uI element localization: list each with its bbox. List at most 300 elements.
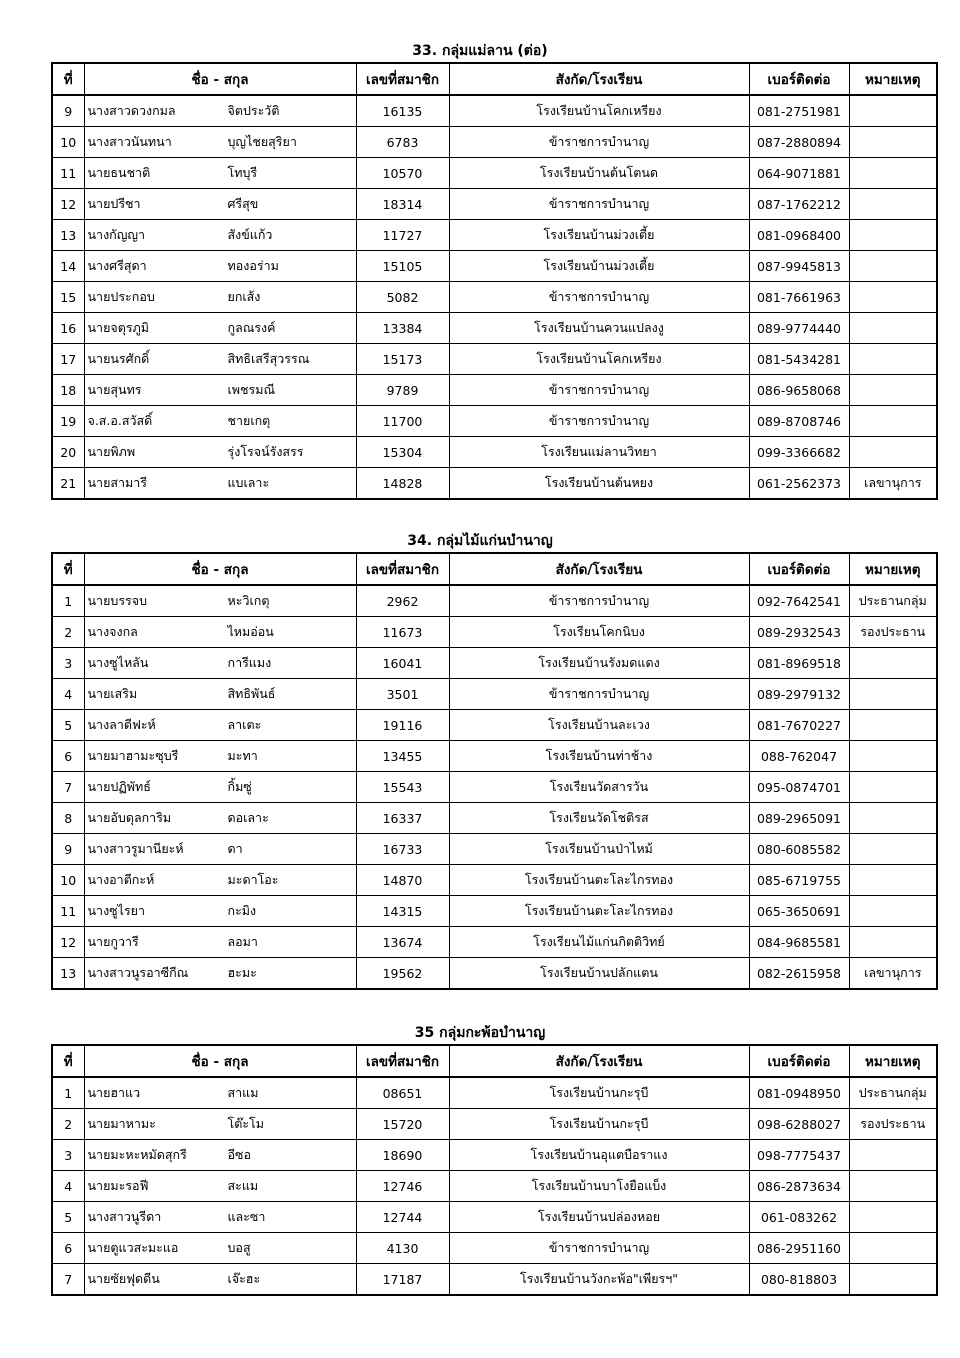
member-number: 2962: [356, 585, 449, 617]
header-phone: เบอร์ติดต่อ: [749, 553, 849, 585]
member-number: 13674: [356, 927, 449, 958]
first-name: นายอับดุลการิม: [87, 810, 172, 825]
member-number: 15304: [356, 437, 449, 468]
table-row: [52, 1140, 937, 1171]
affiliation: โรงเรียนบ้านตะโละไกรทอง: [449, 896, 749, 927]
phone-number: 081-0948950: [749, 1077, 849, 1109]
last-name: ฮะมะ: [227, 965, 257, 980]
last-name: แบเลาะ: [227, 475, 270, 490]
member-name: [84, 189, 356, 220]
affiliation: โรงเรียนวัดโชติรส: [449, 803, 749, 834]
member-number: 16135: [356, 95, 449, 127]
member-name: [84, 158, 356, 189]
member-number: 11700: [356, 406, 449, 437]
first-name: นางศรีสุดา: [87, 258, 147, 273]
header-no: ที่: [52, 553, 84, 585]
note: [849, 127, 937, 158]
note: รองประธาน: [849, 617, 937, 648]
phone-number: 081-7661963: [749, 282, 849, 313]
note: [849, 375, 937, 406]
affiliation: โรงเรียนบ้านป่าไหม้: [449, 834, 749, 865]
phone-number: 086-2873634: [749, 1171, 849, 1202]
row-number: 4: [52, 679, 84, 710]
note: [849, 648, 937, 679]
first-name: นางลาตีฟะห์: [87, 717, 156, 732]
last-name: ชายเกตุ: [227, 413, 271, 428]
member-name: [84, 585, 356, 617]
affiliation: โรงเรียนบ้านม่วงเตี้ย: [449, 251, 749, 282]
phone-number: 092-7642541: [749, 585, 849, 617]
note: [849, 95, 937, 127]
table-row: [52, 772, 937, 803]
member-name: [84, 1264, 356, 1296]
table-row: [52, 865, 937, 896]
row-number: 20: [52, 437, 84, 468]
member-name: [84, 617, 356, 648]
last-name: รุ่งโรจน์รังสรร: [227, 444, 304, 459]
last-name: ศรีสุข: [227, 196, 259, 211]
first-name: นายจตุรภูมิ: [87, 320, 150, 335]
member-name: [84, 344, 356, 375]
row-number: 12: [52, 927, 84, 958]
last-name: กะมิง: [227, 903, 257, 918]
phone-number: 061-083262: [749, 1202, 849, 1233]
header-member-no: เลขที่สมาชิก: [356, 1045, 449, 1077]
member-number: 11673: [356, 617, 449, 648]
row-number: 1: [52, 1077, 84, 1109]
table-row: [52, 95, 937, 127]
phone-number: 087-2880894: [749, 127, 849, 158]
header-member-no: เลขที่สมาชิก: [356, 63, 449, 95]
member-name: [84, 1077, 356, 1109]
row-number: 1: [52, 585, 84, 617]
phone-number: 081-5434281: [749, 344, 849, 375]
last-name: จิตประวัติ: [227, 103, 280, 118]
note: [849, 437, 937, 468]
table-row: [52, 617, 937, 648]
affiliation: โรงเรียนบ้านบาโงยือแบ็ง: [449, 1171, 749, 1202]
first-name: นางกัญญา: [87, 227, 146, 242]
last-name: และซา: [227, 1209, 266, 1224]
member-name: [84, 958, 356, 990]
first-name: นายมะหะหมัดสุกรี: [87, 1147, 187, 1162]
last-name: สิทธิเสรีสุวรรณ: [227, 351, 310, 366]
member-number: 10570: [356, 158, 449, 189]
row-number: 15: [52, 282, 84, 313]
table-row: [52, 585, 937, 617]
member-number: 19562: [356, 958, 449, 990]
note: [849, 710, 937, 741]
member-number: 14828: [356, 468, 449, 500]
phone-number: 081-8969518: [749, 648, 849, 679]
note: [849, 220, 937, 251]
row-number: 13: [52, 220, 84, 251]
member-table: [51, 62, 938, 500]
phone-number: 089-8708746: [749, 406, 849, 437]
first-name: นางสาวดวงกมล: [87, 103, 176, 118]
last-name: มะดาโอะ: [227, 872, 279, 887]
row-number: 6: [52, 741, 84, 772]
first-name: นายมะรอฟี: [87, 1178, 149, 1193]
table-row: [52, 958, 937, 990]
last-name: บุญไชยสุริยา: [227, 134, 297, 149]
last-name: โทบุรี: [227, 165, 258, 180]
affiliation: โรงเรียนไม้แก่นกิตติวิทย์: [449, 927, 749, 958]
member-name: [84, 803, 356, 834]
header-affiliation: สังกัด/โรงเรียน: [449, 1045, 749, 1077]
member-number: 15173: [356, 344, 449, 375]
member-number: 12744: [356, 1202, 449, 1233]
table-row: [52, 803, 937, 834]
member-number: 6783: [356, 127, 449, 158]
affiliation: โรงเรียนบ้านปล่องหอย: [449, 1202, 749, 1233]
first-name: นางสาวนูรีดา: [87, 1209, 162, 1224]
member-table: [51, 1044, 938, 1296]
first-name: นายพิภพ: [87, 444, 136, 459]
table-header-row: [52, 63, 937, 95]
header-no: ที่: [52, 63, 84, 95]
member-number: 4130: [356, 1233, 449, 1264]
affiliation: ข้าราชการบำนาญ: [449, 679, 749, 710]
note: เลขานุการ: [849, 468, 937, 500]
phone-number: 084-9685581: [749, 927, 849, 958]
row-number: 5: [52, 1202, 84, 1233]
note: [849, 865, 937, 896]
phone-number: 061-2562373: [749, 468, 849, 500]
note: [849, 189, 937, 220]
phone-number: 086-2951160: [749, 1233, 849, 1264]
row-number: 7: [52, 772, 84, 803]
affiliation: โรงเรียนบ้านโคกเหรียง: [449, 344, 749, 375]
first-name: นางสาวนันทนา: [87, 134, 172, 149]
table-row: [52, 834, 937, 865]
first-name: นางซูไหลัน: [87, 655, 149, 670]
row-number: 12: [52, 189, 84, 220]
phone-number: 085-6719755: [749, 865, 849, 896]
affiliation: โรงเรียนบ้านตะโละไกรทอง: [449, 865, 749, 896]
member-number: 13384: [356, 313, 449, 344]
phone-number: 082-2615958: [749, 958, 849, 990]
row-number: 14: [52, 251, 84, 282]
phone-number: 081-7670227: [749, 710, 849, 741]
last-name: สะแม: [227, 1178, 259, 1193]
note: [849, 251, 937, 282]
header-note: หมายเหตุ: [849, 1045, 937, 1077]
member-number: 18690: [356, 1140, 449, 1171]
member-name: [84, 251, 356, 282]
affiliation: โรงเรียนบ้านท่าช้าง: [449, 741, 749, 772]
member-name: [84, 927, 356, 958]
member-name: [84, 710, 356, 741]
affiliation: โรงเรียนบ้านต้นโตนด: [449, 158, 749, 189]
affiliation: โรงเรียนบ้านกะรุบี: [449, 1077, 749, 1109]
table-row: [52, 1109, 937, 1140]
member-name: [84, 375, 356, 406]
member-name: [84, 127, 356, 158]
note: [849, 158, 937, 189]
first-name: นายซัยฟุดดีน: [87, 1271, 160, 1286]
member-name: [84, 1109, 356, 1140]
table-row: [52, 648, 937, 679]
last-name: ยกเส้ง: [227, 289, 261, 304]
member-number: 19116: [356, 710, 449, 741]
last-name: สาแม: [227, 1085, 259, 1100]
note: [849, 313, 937, 344]
header-affiliation: สังกัด/โรงเรียน: [449, 63, 749, 95]
member-number: 16733: [356, 834, 449, 865]
affiliation: โรงเรียนบ้านปลักแตน: [449, 958, 749, 990]
member-number: 12746: [356, 1171, 449, 1202]
last-name: ลาเตะ: [227, 717, 262, 732]
row-number: 3: [52, 648, 84, 679]
last-name: สิทธิพันธ์: [227, 686, 276, 701]
member-name: [84, 406, 356, 437]
last-name: กิ้มซู่: [227, 779, 252, 794]
member-name: [84, 282, 356, 313]
member-number: 15105: [356, 251, 449, 282]
phone-number: 088-762047: [749, 741, 849, 772]
affiliation: โรงเรียนแม่ลานวิทยา: [449, 437, 749, 468]
note: [849, 896, 937, 927]
note: ประธานกลุ่ม: [849, 1077, 937, 1109]
row-number: 9: [52, 834, 84, 865]
affiliation: ข้าราชการบำนาญ: [449, 1233, 749, 1264]
member-number: 17187: [356, 1264, 449, 1296]
table-row: [52, 468, 937, 500]
note: [849, 1171, 937, 1202]
first-name: นายมาฮามะซุบรี: [87, 748, 179, 763]
member-name: [84, 437, 356, 468]
table-row: [52, 313, 937, 344]
last-name: ลอมา: [227, 934, 258, 949]
row-number: 19: [52, 406, 84, 437]
first-name: นางสาวรูมานียะห์: [87, 841, 184, 856]
header-no: ที่: [52, 1045, 84, 1077]
section-title: 33. กลุ่มแม่ลาน (ต่อ): [412, 43, 548, 59]
section-title: 34. กลุ่มไม้แก่นบำนาญ: [407, 533, 553, 549]
note: เลขานุการ: [849, 958, 937, 990]
table-row: [52, 282, 937, 313]
note: [849, 1202, 937, 1233]
note: [849, 927, 937, 958]
table-row: [52, 741, 937, 772]
phone-number: 099-3366682: [749, 437, 849, 468]
table-row: [52, 189, 937, 220]
header-member-no: เลขที่สมาชิก: [356, 553, 449, 585]
note: [849, 1264, 937, 1296]
table-row: [52, 1202, 937, 1233]
note: [849, 834, 937, 865]
table-header-row: [52, 553, 937, 585]
header-note: หมายเหตุ: [849, 63, 937, 95]
row-number: 4: [52, 1171, 84, 1202]
header-affiliation: สังกัด/โรงเรียน: [449, 553, 749, 585]
member-name: [84, 313, 356, 344]
row-number: 2: [52, 617, 84, 648]
member-name: [84, 468, 356, 500]
row-number: 21: [52, 468, 84, 500]
member-number: 14870: [356, 865, 449, 896]
phone-number: 098-7775437: [749, 1140, 849, 1171]
header-name: ชื่อ - สกุล: [84, 1045, 356, 1077]
member-number: 13455: [356, 741, 449, 772]
row-number: 11: [52, 896, 84, 927]
affiliation: โรงเรียนวัดสารวัน: [449, 772, 749, 803]
note: [849, 741, 937, 772]
first-name: นายตูแวสะมะแอ: [87, 1240, 179, 1255]
first-name: นายสามารี: [87, 475, 148, 490]
phone-number: 086-9658068: [749, 375, 849, 406]
phone-number: 098-6288027: [749, 1109, 849, 1140]
row-number: 11: [52, 158, 84, 189]
member-number: 16337: [356, 803, 449, 834]
table-header-row: [52, 1045, 937, 1077]
last-name: สังข์แก้ว: [227, 227, 273, 242]
first-name: นายสุนทร: [87, 382, 142, 397]
last-name: โต๊ะโม: [227, 1116, 264, 1131]
table-row: [52, 1264, 937, 1296]
note: [849, 679, 937, 710]
last-name: บอสู: [227, 1240, 251, 1255]
note: รองประธาน: [849, 1109, 937, 1140]
note: [849, 1233, 937, 1264]
table-row: [52, 896, 937, 927]
table-row: [52, 158, 937, 189]
first-name: นางจงกล: [87, 624, 138, 639]
table-row: [52, 1077, 937, 1109]
last-name: ไหมอ่อน: [227, 624, 274, 639]
table-row: [52, 710, 937, 741]
member-name: [84, 679, 356, 710]
table-row: [52, 220, 937, 251]
header-note: หมายเหตุ: [849, 553, 937, 585]
row-number: 5: [52, 710, 84, 741]
row-number: 16: [52, 313, 84, 344]
member-name: [84, 1171, 356, 1202]
member-number: 9789: [356, 375, 449, 406]
note: [849, 1140, 937, 1171]
phone-number: 095-0874701: [749, 772, 849, 803]
last-name: เจ๊ะฮะ: [227, 1271, 261, 1286]
member-name: [84, 865, 356, 896]
member-name: [84, 741, 356, 772]
row-number: 9: [52, 95, 84, 127]
row-number: 8: [52, 803, 84, 834]
row-number: 13: [52, 958, 84, 990]
first-name: นายปฏิพัทธ์: [87, 779, 151, 794]
note: ประธานกลุ่ม: [849, 585, 937, 617]
member-number: 14315: [356, 896, 449, 927]
member-name: [84, 834, 356, 865]
first-name: นางซูไรยา: [87, 903, 145, 918]
affiliation: โรงเรียนบ้านอุแตบือราแง: [449, 1140, 749, 1171]
phone-number: 064-9071881: [749, 158, 849, 189]
header-phone: เบอร์ติดต่อ: [749, 63, 849, 95]
member-name: [84, 1233, 356, 1264]
row-number: 10: [52, 127, 84, 158]
last-name: หะวิเกตุ: [227, 593, 270, 608]
member-number: 18314: [356, 189, 449, 220]
member-name: [84, 648, 356, 679]
row-number: 6: [52, 1233, 84, 1264]
row-number: 17: [52, 344, 84, 375]
table-row: [52, 406, 937, 437]
last-name: ดอเลาะ: [227, 810, 269, 825]
note: [849, 282, 937, 313]
affiliation: โรงเรียนบ้านม่วงเตี้ย: [449, 220, 749, 251]
member-name: [84, 1140, 356, 1171]
phone-number: 087-9945813: [749, 251, 849, 282]
first-name: จ.ส.อ.สวัสดิ์: [87, 413, 153, 428]
member-number: 15720: [356, 1109, 449, 1140]
table-row: [52, 344, 937, 375]
first-name: นายกูวารี: [87, 934, 139, 949]
note: [849, 772, 937, 803]
first-name: นายประกอบ: [87, 289, 155, 304]
affiliation: โรงเรียนบ้านรังมดแดง: [449, 648, 749, 679]
member-number: 16041: [356, 648, 449, 679]
note: [849, 406, 937, 437]
row-number: 7: [52, 1264, 84, 1296]
member-table: [51, 552, 938, 990]
affiliation: ข้าราชการบำนาญ: [449, 375, 749, 406]
first-name: นายฮาแว: [87, 1085, 141, 1100]
phone-number: 080-6085582: [749, 834, 849, 865]
affiliation: โรงเรียนบ้านควนแปลงงู: [449, 313, 749, 344]
row-number: 18: [52, 375, 84, 406]
member-number: 3501: [356, 679, 449, 710]
table-row: [52, 375, 937, 406]
last-name: การีแมง: [227, 655, 272, 670]
affiliation: ข้าราชการบำนาญ: [449, 127, 749, 158]
row-number: 2: [52, 1109, 84, 1140]
member-name: [84, 220, 356, 251]
table-row: [52, 679, 937, 710]
member-number: 5082: [356, 282, 449, 313]
affiliation: โรงเรียนบ้านละเวง: [449, 710, 749, 741]
phone-number: 065-3650691: [749, 896, 849, 927]
first-name: นายนรศักดิ์: [87, 351, 150, 366]
table-row: [52, 437, 937, 468]
first-name: นายมาหามะ: [87, 1116, 156, 1131]
affiliation: ข้าราชการบำนาญ: [449, 189, 749, 220]
table-row: [52, 1171, 937, 1202]
last-name: ดา: [227, 841, 243, 856]
table-row: [52, 127, 937, 158]
note: [849, 344, 937, 375]
affiliation: โรงเรียนบ้านวังกะพ้อ"เพียรฯ": [449, 1264, 749, 1296]
header-name: ชื่อ - สกุล: [84, 553, 356, 585]
first-name: นายเสริม: [87, 686, 138, 701]
phone-number: 089-2979132: [749, 679, 849, 710]
phone-number: 089-9774440: [749, 313, 849, 344]
phone-number: 081-2751981: [749, 95, 849, 127]
member-name: [84, 896, 356, 927]
section-title: 35 กลุ่มกะพ้อบำนาญ: [414, 1025, 546, 1041]
header-name: ชื่อ - สกุล: [84, 63, 356, 95]
table-row: [52, 251, 937, 282]
last-name: ทองอร่าม: [227, 258, 279, 273]
member-number: 11727: [356, 220, 449, 251]
affiliation: โรงเรียนโคกนิบง: [449, 617, 749, 648]
affiliation: โรงเรียนบ้านกะรุบี: [449, 1109, 749, 1140]
last-name: เพชรมณี: [227, 382, 276, 397]
member-name: [84, 1202, 356, 1233]
phone-number: 089-2932543: [749, 617, 849, 648]
first-name: นางอาตีกะห์: [87, 872, 155, 887]
table-row: [52, 1233, 937, 1264]
member-name: [84, 772, 356, 803]
